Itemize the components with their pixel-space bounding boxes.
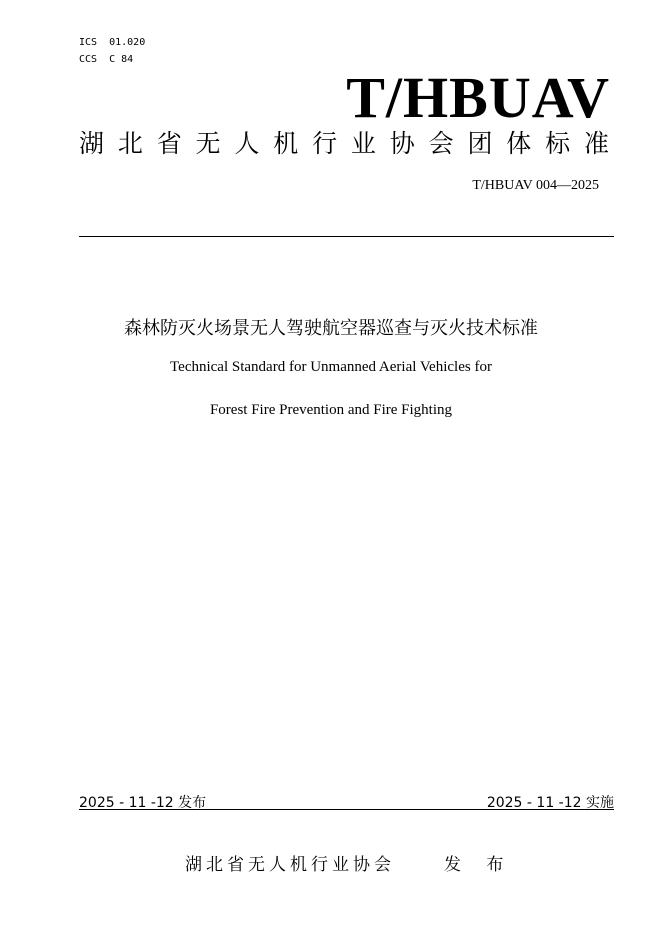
- org-title-char: 行: [312, 129, 338, 158]
- org-title-char: 省: [156, 129, 182, 158]
- org-title-char: 会: [428, 129, 454, 158]
- org-title-char: 无: [195, 129, 221, 158]
- org-title-char: 北: [117, 129, 143, 158]
- organization-title: [79, 128, 609, 160]
- org-title-char: 准: [583, 129, 609, 158]
- standard-number: T/HBUAV 004—2025: [472, 178, 599, 193]
- chinese-title: 森林防灭火场景无人驾驶航空器巡查与灭火技术标准: [124, 318, 538, 339]
- org-title-char: 湖: [79, 129, 105, 158]
- ics-code: ICS 01.020: [79, 37, 146, 48]
- publish-date: 2025 - 11 -12 发布: [79, 795, 207, 811]
- org-title-char: 团: [467, 129, 493, 158]
- org-title-char: 人: [234, 129, 260, 158]
- top-divider: [79, 236, 614, 237]
- classification-codes: [79, 34, 145, 68]
- english-title-line2: Forest Fire Prevention and Fire Fighting: [209, 402, 453, 418]
- org-title-char: 协: [389, 129, 415, 158]
- brand-logo-text: T/HBUAV: [346, 65, 610, 130]
- publish-label: 发 布: [444, 855, 514, 875]
- publisher-name: 湖北省无人机行业协会: [185, 855, 395, 875]
- org-title-char: 业: [350, 129, 376, 158]
- org-title-char: 标: [545, 129, 571, 158]
- org-title-char: 机: [273, 129, 299, 158]
- ccs-code: CCS C 84: [79, 54, 134, 65]
- org-title-char: 体: [506, 129, 532, 158]
- english-title-line1: Technical Standard for Unmanned Aerial Vehicles for: [170, 359, 492, 375]
- implement-date: 2025 - 11 -12 实施: [486, 795, 614, 811]
- bottom-divider: [79, 809, 614, 810]
